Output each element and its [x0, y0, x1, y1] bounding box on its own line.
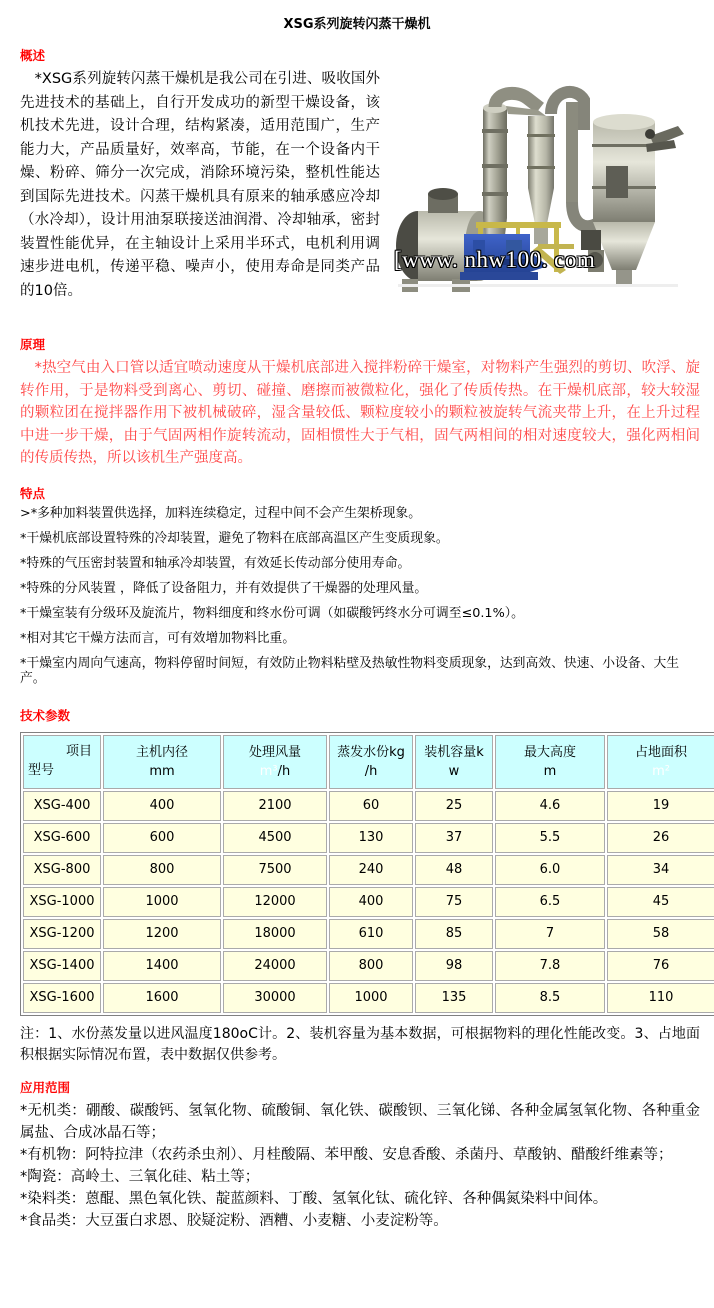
cell-air-volume: 4500 [223, 823, 327, 853]
application-line: *染料类：蒽醌、黑色氧化铁、靛蓝颜料、丁酸、氢氧化钛、硫化锌、各种偶氮染料中间体。 [20, 1190, 608, 1207]
cell-inner-diameter: 800 [103, 855, 221, 885]
table-header-row [23, 735, 714, 789]
principle-heading: 原理 [20, 337, 46, 352]
cell-max-height: 6.0 [495, 855, 605, 885]
product-photo [388, 74, 708, 319]
specs-table-body [23, 791, 714, 1013]
cell-power: 75 [415, 887, 493, 917]
cell-max-height: 8.5 [495, 983, 605, 1013]
cell-air-volume: 12000 [223, 887, 327, 917]
col-header-airflow-unit-white: m³ [259, 763, 278, 779]
table-row [23, 919, 714, 949]
cell-inner-diameter: 400 [103, 791, 221, 821]
cell-power: 25 [415, 791, 493, 821]
cell-model: XSG-1000 [23, 887, 101, 917]
col-header-airflow-unit-rest: /h [277, 763, 291, 779]
col-header-height-unit: m [543, 763, 557, 779]
cell-evaporation: 1000 [329, 983, 413, 1013]
cell-model: XSG-400 [23, 791, 101, 821]
table-row [23, 951, 714, 981]
table-row [23, 791, 714, 821]
cell-floor-area: 34 [607, 855, 714, 885]
application-line: *无机类：硼酸、碳酸钙、氢氧化物、硫酸铜、氧化铁、碳酸钡、三氧化锑、各种金属氢氧化物、各种重金属盐、合成冰晶石等； [20, 1102, 700, 1141]
feature-item: *相对其它干燥方法而言，可有效增加物料比重。 [20, 630, 296, 646]
cell-power: 37 [415, 823, 493, 853]
photo-watermark: [www. nhw100. com [394, 247, 596, 272]
feature-item: *干燥机底部设置特殊的冷却装置，避免了物料在底部高温区产生变质现象。 [20, 530, 449, 546]
specs-table-head [23, 735, 714, 789]
specs-note: 注：1、水份蒸发量以进风温度180oC计。2、装机容量为基本数据，可根据物料的理化性能改变。3、占地面积根据实际情况布置，表中数据仅供参考。 [20, 1025, 700, 1063]
cell-air-volume: 24000 [223, 951, 327, 981]
cell-max-height: 7.8 [495, 951, 605, 981]
cell-model: XSG-1400 [23, 951, 101, 981]
cell-floor-area: 19 [607, 791, 714, 821]
cell-model: XSG-800 [23, 855, 101, 885]
cell-air-volume: 30000 [223, 983, 327, 1013]
col-header-airflow [223, 735, 327, 789]
col-header-power-unit: w [448, 763, 460, 779]
cell-evaporation: 60 [329, 791, 413, 821]
cell-evaporation: 400 [329, 887, 413, 917]
col-header-evaporation-unit: /h [364, 763, 378, 779]
cell-inner-diameter: 1000 [103, 887, 221, 917]
col-header-model-line1: 项目 [65, 743, 92, 759]
cell-model: XSG-1200 [23, 919, 101, 949]
cell-floor-area: 26 [607, 823, 714, 853]
features-section [0, 486, 714, 686]
cell-power: 98 [415, 951, 493, 981]
cell-max-height: 7 [495, 919, 605, 949]
cell-air-volume: 7500 [223, 855, 327, 885]
cell-floor-area: 110 [607, 983, 714, 1013]
col-header-height [495, 735, 605, 789]
cell-inner-diameter: 1200 [103, 919, 221, 949]
application-heading: 应用范围 [20, 1079, 71, 1095]
overview-section [0, 48, 714, 321]
feature-item: *特殊的气压密封装置和轴承冷却装置，有效延长传动部分使用寿命。 [20, 555, 411, 571]
specs-heading: 技术参数 [20, 707, 71, 723]
col-header-evaporation-line1: 蒸发水份kg [337, 744, 405, 760]
cell-floor-area: 58 [607, 919, 714, 949]
cell-inner-diameter: 1400 [103, 951, 221, 981]
specs-table-wrap [0, 732, 714, 1066]
col-header-power-line1: 装机容量k [424, 744, 484, 760]
cell-air-volume: 18000 [223, 919, 327, 949]
col-header-airflow-line1: 处理风量 [248, 744, 301, 760]
cell-floor-area: 45 [607, 887, 714, 917]
cell-max-height: 4.6 [495, 791, 605, 821]
cell-model: XSG-600 [23, 823, 101, 853]
feature-item: *干燥室装有分级环及旋流片，物料细度和终水份可调（如碳酸钙终水分可调至≤0.1%）。 [20, 605, 524, 621]
col-header-power [415, 735, 493, 789]
table-row [23, 983, 714, 1013]
application-section [0, 1080, 714, 1232]
specs-table [20, 732, 714, 1016]
cell-power: 48 [415, 855, 493, 885]
features-heading: 特点 [20, 485, 46, 501]
col-header-area-unit-white: m² [652, 763, 670, 779]
principle-section [0, 337, 714, 470]
table-row [23, 823, 714, 853]
specs-section [0, 708, 714, 724]
col-header-model-line2: 型号 [28, 762, 55, 778]
cell-power: 135 [415, 983, 493, 1013]
overview-heading: 概述 [20, 48, 46, 63]
application-line: *陶瓷：高岭土、三氧化硅、粘土等； [20, 1168, 260, 1185]
cell-evaporation: 130 [329, 823, 413, 853]
feature-item: *干燥室内周向气速高，物料停留时间短，有效防止物料粘壁及热敏性物料变质现象，达到高效、快速、小设备、大生产。 [20, 655, 680, 686]
col-header-height-line1: 最大高度 [523, 744, 576, 760]
overview-body: *XSG系列旋转闪蒸干燥机是我公司在引进、吸收国外先进技术的基础上，自行开发成功的新型干燥设备，该机技术先进，设计合理，结构紧凑，适用范围广，生产能力大，产品质量好，效率高，节能，在一个设备内干燥、粉碎、筛分一次完成，消除环境污染，整机性能达到国际先进技术。闪蒸干燥机具有原来的轴承感应冷却（水冷却），设计用油泵联接送油润滑、冷却轴承，密封装置性能优异，在主轴设计上采用半环式，电机利用调速步进电机，传递平稳、噪声小，使用寿命是同类产品的10倍。 [20, 71, 380, 299]
col-header-area-line1: 占地面积 [634, 744, 687, 760]
principle-body: *热空气由入口管以适宜喷动速度从干燥机底部进入搅拌粉碎干燥室，对物料产生强烈的剪切、吹浮、旋转作用，于是物料受到离心、剪切、碰撞、磨擦而被微粒化，强化了传质传热。在干燥机底部，较大较湿的颗粒团在搅拌器作用下被机械破碎，湿含量较低、颗粒度较小的颗粒被旋转气流夹带上升，在上升过程中进一步干燥，由于气固两相作旋转流动，固相惯性大于气相，固气两相间的相对速度较大，强化两相间的传质传热，所以该机生产强度高。 [20, 360, 700, 466]
application-line: *食品类：大豆蛋白求恩、胶疑淀粉、酒糟、小麦糖、小麦淀粉等。 [20, 1212, 448, 1229]
cell-evaporation: 610 [329, 919, 413, 949]
col-header-diameter [103, 735, 221, 789]
cell-max-height: 5.5 [495, 823, 605, 853]
cell-evaporation: 240 [329, 855, 413, 885]
product-photo-illustration [388, 74, 708, 319]
col-header-model [23, 735, 101, 789]
page-title: XSG系列旋转闪蒸干燥机 [283, 17, 431, 32]
cell-air-volume: 2100 [223, 791, 327, 821]
cell-max-height: 6.5 [495, 887, 605, 917]
col-header-evaporation [329, 735, 413, 789]
col-header-area [607, 735, 714, 789]
feature-item: *特殊的分风装置 ，降低了设备阻力，并有效提供了干燥器的处理风量。 [20, 580, 428, 596]
table-row [23, 855, 714, 885]
table-row [23, 887, 714, 917]
application-line: *有机物：阿特拉津（农药杀虫剂）、月桂酸隔、苯甲酸、安息香酸、杀菌丹、草酸钠、醋酸纤维素等； [20, 1146, 673, 1163]
col-header-diameter-line1: 主机内径 [135, 744, 188, 760]
col-header-diameter-unit: mm [149, 763, 175, 779]
cell-evaporation: 800 [329, 951, 413, 981]
cell-inner-diameter: 1600 [103, 983, 221, 1013]
cell-inner-diameter: 600 [103, 823, 221, 853]
cell-power: 85 [415, 919, 493, 949]
cell-floor-area: 76 [607, 951, 714, 981]
feature-item: >*多种加料装置供选择，加料连续稳定，过程中间不会产生架桥现象。 [20, 505, 422, 521]
cell-model: XSG-1600 [23, 983, 101, 1013]
